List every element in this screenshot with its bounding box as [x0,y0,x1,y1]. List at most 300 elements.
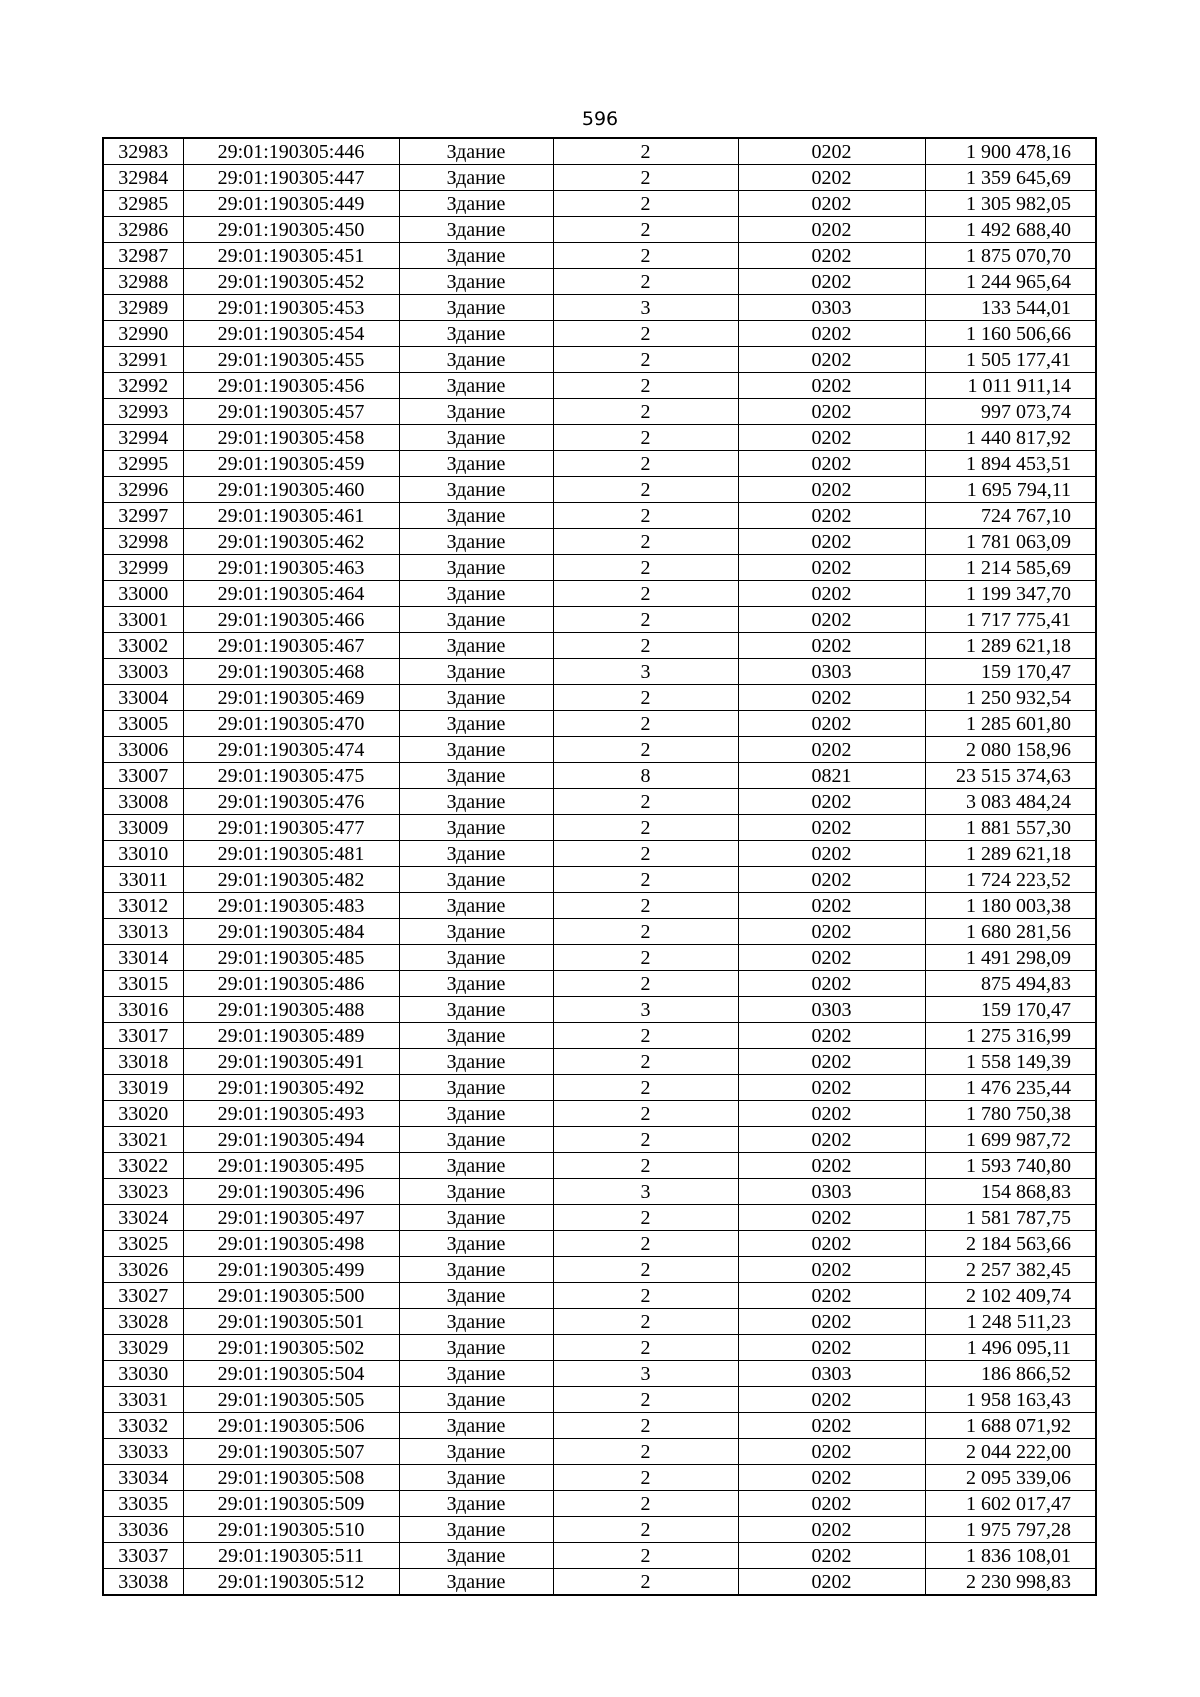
group-cell: 2 [553,555,738,581]
object-type-cell: Здание [399,477,553,503]
table-row [103,1179,1096,1205]
cadastral-value-cell: 1 781 063,09 [925,529,1096,555]
cadastral-value-cell: 1 875 070,70 [925,243,1096,269]
group-cell: 3 [553,997,738,1023]
cadastral-number-cell: 29:01:190305:489 [183,1023,399,1049]
object-type-cell: Здание [399,1309,553,1335]
cadastral-value-cell: 1 285 601,80 [925,711,1096,737]
row-number-cell: 32989 [103,295,183,321]
code-cell: 0202 [738,399,925,425]
group-cell: 2 [553,1127,738,1153]
cadastral-value-cell: 1 593 740,80 [925,1153,1096,1179]
cadastral-value-cell: 154 868,83 [925,1179,1096,1205]
row-number-cell: 33005 [103,711,183,737]
object-type-cell: Здание [399,321,553,347]
group-cell: 2 [553,1257,738,1283]
row-number-cell: 32992 [103,373,183,399]
table-row [103,425,1096,451]
table-row [103,1231,1096,1257]
cadastral-value-cell: 1 476 235,44 [925,1075,1096,1101]
table-row [103,1023,1096,1049]
table-row [103,893,1096,919]
code-cell: 0202 [738,347,925,373]
group-cell: 2 [553,1075,738,1101]
cadastral-number-cell: 29:01:190305:512 [183,1569,399,1596]
table-row [103,321,1096,347]
cadastral-value-cell: 1 359 645,69 [925,165,1096,191]
object-type-cell: Здание [399,1205,553,1231]
table-row [103,503,1096,529]
object-type-cell: Здание [399,919,553,945]
code-cell: 0202 [738,893,925,919]
object-type-cell: Здание [399,1153,553,1179]
code-cell: 0202 [738,217,925,243]
group-cell: 2 [553,711,738,737]
code-cell: 0202 [738,138,925,165]
row-number-cell: 33024 [103,1205,183,1231]
row-number-cell: 33002 [103,633,183,659]
group-cell: 2 [553,815,738,841]
code-cell: 0303 [738,295,925,321]
table-row [103,945,1096,971]
object-type-cell: Здание [399,841,553,867]
table-row [103,1309,1096,1335]
table-row [103,867,1096,893]
row-number-cell: 33038 [103,1569,183,1596]
row-number-cell: 32997 [103,503,183,529]
row-number-cell: 32996 [103,477,183,503]
table-row [103,789,1096,815]
cadastral-value-cell: 1 275 316,99 [925,1023,1096,1049]
group-cell: 2 [553,1335,738,1361]
cadastral-number-cell: 29:01:190305:507 [183,1439,399,1465]
cadastral-number-cell: 29:01:190305:493 [183,1101,399,1127]
object-type-cell: Здание [399,1179,553,1205]
object-type-cell: Здание [399,1413,553,1439]
code-cell: 0303 [738,997,925,1023]
cadastral-number-cell: 29:01:190305:476 [183,789,399,815]
table-row [103,1543,1096,1569]
code-cell: 0202 [738,1569,925,1596]
cadastral-number-cell: 29:01:190305:446 [183,138,399,165]
table-row [103,347,1096,373]
object-type-cell: Здание [399,867,553,893]
object-type-cell: Здание [399,425,553,451]
code-cell: 0202 [738,1439,925,1465]
group-cell: 3 [553,295,738,321]
table-row [103,711,1096,737]
row-number-cell: 32995 [103,451,183,477]
row-number-cell: 33017 [103,1023,183,1049]
code-cell: 0202 [738,555,925,581]
table-row [103,399,1096,425]
cadastral-number-cell: 29:01:190305:460 [183,477,399,503]
cadastral-value-cell: 1 160 506,66 [925,321,1096,347]
table-row [103,1049,1096,1075]
group-cell: 2 [553,581,738,607]
table-row [103,373,1096,399]
group-cell: 2 [553,347,738,373]
table-row [103,477,1096,503]
code-cell: 0202 [738,1127,925,1153]
code-cell: 0202 [738,711,925,737]
group-cell: 2 [553,399,738,425]
group-cell: 2 [553,165,738,191]
row-number-cell: 33027 [103,1283,183,1309]
row-number-cell: 33033 [103,1439,183,1465]
group-cell: 2 [553,217,738,243]
row-number-cell: 33015 [103,971,183,997]
object-type-cell: Здание [399,893,553,919]
table-row [103,1361,1096,1387]
table-row [103,763,1096,789]
cadastral-number-cell: 29:01:190305:461 [183,503,399,529]
code-cell: 0303 [738,1179,925,1205]
table-row [103,1517,1096,1543]
cadastral-number-cell: 29:01:190305:456 [183,373,399,399]
cadastral-value-cell: 1 496 095,11 [925,1335,1096,1361]
object-type-cell: Здание [399,737,553,763]
cadastral-number-cell: 29:01:190305:509 [183,1491,399,1517]
row-number-cell: 33004 [103,685,183,711]
code-cell: 0821 [738,763,925,789]
object-type-cell: Здание [399,711,553,737]
code-cell: 0202 [738,789,925,815]
row-number-cell: 33030 [103,1361,183,1387]
row-number-cell: 32983 [103,138,183,165]
table-row [103,1075,1096,1101]
cadastral-value-cell: 997 073,74 [925,399,1096,425]
row-number-cell: 33012 [103,893,183,919]
cadastral-number-cell: 29:01:190305:466 [183,607,399,633]
group-cell: 2 [553,191,738,217]
group-cell: 3 [553,659,738,685]
group-cell: 2 [553,1153,738,1179]
group-cell: 2 [553,1413,738,1439]
cadastral-value-cell: 133 544,01 [925,295,1096,321]
row-number-cell: 33025 [103,1231,183,1257]
group-cell: 2 [553,503,738,529]
object-type-cell: Здание [399,1387,553,1413]
table-row [103,451,1096,477]
code-cell: 0202 [738,1465,925,1491]
cadastral-number-cell: 29:01:190305:447 [183,165,399,191]
cadastral-number-cell: 29:01:190305:504 [183,1361,399,1387]
group-cell: 2 [553,1231,738,1257]
cadastral-value-cell: 159 170,47 [925,659,1096,685]
group-cell: 2 [553,945,738,971]
row-number-cell: 33003 [103,659,183,685]
object-type-cell: Здание [399,971,553,997]
cadastral-value-cell: 159 170,47 [925,997,1096,1023]
object-type-cell: Здание [399,581,553,607]
cadastral-number-cell: 29:01:190305:499 [183,1257,399,1283]
cadastral-value-cell: 2 257 382,45 [925,1257,1096,1283]
cadastral-value-cell: 1 244 965,64 [925,269,1096,295]
table-row [103,1465,1096,1491]
code-cell: 0202 [738,1309,925,1335]
cadastral-value-cell: 1 975 797,28 [925,1517,1096,1543]
row-number-cell: 33035 [103,1491,183,1517]
row-number-cell: 33008 [103,789,183,815]
group-cell: 3 [553,1179,738,1205]
table-row [103,1127,1096,1153]
cadastral-number-cell: 29:01:190305:488 [183,997,399,1023]
table-row [103,1387,1096,1413]
cadastral-value-cell: 1 214 585,69 [925,555,1096,581]
code-cell: 0202 [738,841,925,867]
table-row [103,217,1096,243]
object-type-cell: Здание [399,295,553,321]
table-row [103,269,1096,295]
object-type-cell: Здание [399,1543,553,1569]
row-number-cell: 33021 [103,1127,183,1153]
group-cell: 8 [553,763,738,789]
cadastral-value-cell: 1 491 298,09 [925,945,1096,971]
code-cell: 0202 [738,685,925,711]
group-cell: 2 [553,685,738,711]
object-type-cell: Здание [399,789,553,815]
cadastral-number-cell: 29:01:190305:494 [183,1127,399,1153]
row-number-cell: 33020 [103,1101,183,1127]
table-row [103,581,1096,607]
object-type-cell: Здание [399,1335,553,1361]
table-row [103,555,1096,581]
cadastral-number-cell: 29:01:190305:505 [183,1387,399,1413]
object-type-cell: Здание [399,685,553,711]
object-type-cell: Здание [399,1361,553,1387]
code-cell: 0202 [738,607,925,633]
group-cell: 2 [553,1569,738,1596]
cadastral-value-cell: 2 102 409,74 [925,1283,1096,1309]
cadastral-value-cell: 2 230 998,83 [925,1569,1096,1596]
page-number: 596 [581,108,619,130]
row-number-cell: 33013 [103,919,183,945]
cadastral-number-cell: 29:01:190305:458 [183,425,399,451]
group-cell: 2 [553,1309,738,1335]
cadastral-number-cell: 29:01:190305:496 [183,1179,399,1205]
group-cell: 2 [553,971,738,997]
cadastral-number-cell: 29:01:190305:500 [183,1283,399,1309]
row-number-cell: 32994 [103,425,183,451]
table-row [103,1153,1096,1179]
row-number-cell: 32990 [103,321,183,347]
object-type-cell: Здание [399,555,553,581]
cadastral-value-cell: 1 250 932,54 [925,685,1096,711]
cadastral-value-cell: 2 095 339,06 [925,1465,1096,1491]
object-type-cell: Здание [399,165,553,191]
code-cell: 0202 [738,633,925,659]
group-cell: 2 [553,1023,738,1049]
code-cell: 0202 [738,1517,925,1543]
object-type-cell: Здание [399,1465,553,1491]
cadastral-value-cell: 186 866,52 [925,1361,1096,1387]
cadastral-number-cell: 29:01:190305:474 [183,737,399,763]
cadastral-value-cell: 1 881 557,30 [925,815,1096,841]
code-cell: 0202 [738,867,925,893]
code-cell: 0202 [738,1335,925,1361]
table-row [103,295,1096,321]
row-number-cell: 33016 [103,997,183,1023]
cadastral-value-cell: 1 836 108,01 [925,1543,1096,1569]
object-type-cell: Здание [399,451,553,477]
row-number-cell: 32993 [103,399,183,425]
row-number-cell: 32987 [103,243,183,269]
cadastral-number-cell: 29:01:190305:462 [183,529,399,555]
code-cell: 0202 [738,477,925,503]
cadastral-value-cell: 2 044 222,00 [925,1439,1096,1465]
cadastral-number-cell: 29:01:190305:467 [183,633,399,659]
code-cell: 0202 [738,243,925,269]
cadastral-value-cell: 1 558 149,39 [925,1049,1096,1075]
code-cell: 0202 [738,1387,925,1413]
cadastral-value-cell: 1 289 621,18 [925,633,1096,659]
group-cell: 2 [553,373,738,399]
cadastral-value-cell: 875 494,83 [925,971,1096,997]
group-cell: 3 [553,1361,738,1387]
cadastral-value-cell: 1 305 982,05 [925,191,1096,217]
group-cell: 2 [553,607,738,633]
row-number-cell: 33023 [103,1179,183,1205]
object-type-cell: Здание [399,633,553,659]
group-cell: 2 [553,138,738,165]
cadastral-number-cell: 29:01:190305:463 [183,555,399,581]
object-type-cell: Здание [399,503,553,529]
row-number-cell: 33007 [103,763,183,789]
table-row [103,919,1096,945]
cadastral-number-cell: 29:01:190305:484 [183,919,399,945]
code-cell: 0202 [738,1023,925,1049]
group-cell: 2 [553,477,738,503]
row-number-cell: 32999 [103,555,183,581]
registry-table [102,137,1097,1596]
code-cell: 0202 [738,1205,925,1231]
object-type-cell: Здание [399,1127,553,1153]
group-cell: 2 [553,243,738,269]
cadastral-number-cell: 29:01:190305:469 [183,685,399,711]
cadastral-number-cell: 29:01:190305:453 [183,295,399,321]
table-row [103,633,1096,659]
table-row [103,1101,1096,1127]
cadastral-value-cell: 1 581 787,75 [925,1205,1096,1231]
cadastral-number-cell: 29:01:190305:483 [183,893,399,919]
object-type-cell: Здание [399,1491,553,1517]
group-cell: 2 [553,737,738,763]
cadastral-number-cell: 29:01:190305:492 [183,1075,399,1101]
row-number-cell: 33000 [103,581,183,607]
cadastral-value-cell: 1 900 478,16 [925,138,1096,165]
table-row [103,191,1096,217]
cadastral-value-cell: 1 602 017,47 [925,1491,1096,1517]
object-type-cell: Здание [399,243,553,269]
row-number-cell: 33014 [103,945,183,971]
code-cell: 0202 [738,373,925,399]
code-cell: 0202 [738,815,925,841]
table-row [103,841,1096,867]
row-number-cell: 33031 [103,1387,183,1413]
code-cell: 0202 [738,1049,925,1075]
group-cell: 2 [553,1283,738,1309]
code-cell: 0202 [738,1153,925,1179]
cadastral-value-cell: 1 492 688,40 [925,217,1096,243]
group-cell: 2 [553,1543,738,1569]
group-cell: 2 [553,1517,738,1543]
object-type-cell: Здание [399,269,553,295]
cadastral-number-cell: 29:01:190305:497 [183,1205,399,1231]
cadastral-value-cell: 1 688 071,92 [925,1413,1096,1439]
table-row [103,997,1096,1023]
cadastral-number-cell: 29:01:190305:468 [183,659,399,685]
row-number-cell: 33022 [103,1153,183,1179]
object-type-cell: Здание [399,815,553,841]
group-cell: 2 [553,1101,738,1127]
cadastral-value-cell: 1 011 911,14 [925,373,1096,399]
group-cell: 2 [553,1387,738,1413]
group-cell: 2 [553,451,738,477]
object-type-cell: Здание [399,1231,553,1257]
code-cell: 0303 [738,659,925,685]
cadastral-number-cell: 29:01:190305:450 [183,217,399,243]
cadastral-number-cell: 29:01:190305:459 [183,451,399,477]
cadastral-value-cell: 2 080 158,96 [925,737,1096,763]
cadastral-value-cell: 1 180 003,38 [925,893,1096,919]
code-cell: 0202 [738,581,925,607]
row-number-cell: 33001 [103,607,183,633]
row-number-cell: 33018 [103,1049,183,1075]
registry-table-body [103,138,1096,1595]
table-row [103,1335,1096,1361]
cadastral-value-cell: 1 440 817,92 [925,425,1096,451]
table-row [103,1413,1096,1439]
object-type-cell: Здание [399,217,553,243]
row-number-cell: 33036 [103,1517,183,1543]
cadastral-value-cell: 23 515 374,63 [925,763,1096,789]
table-row [103,529,1096,555]
table-row [103,971,1096,997]
table-row [103,138,1096,165]
group-cell: 2 [553,841,738,867]
cadastral-number-cell: 29:01:190305:454 [183,321,399,347]
row-number-cell: 33032 [103,1413,183,1439]
code-cell: 0202 [738,191,925,217]
group-cell: 2 [553,633,738,659]
table-row [103,815,1096,841]
object-type-cell: Здание [399,1517,553,1543]
object-type-cell: Здание [399,138,553,165]
cadastral-value-cell: 3 083 484,24 [925,789,1096,815]
object-type-cell: Здание [399,763,553,789]
code-cell: 0202 [738,165,925,191]
row-number-cell: 33010 [103,841,183,867]
cadastral-number-cell: 29:01:190305:481 [183,841,399,867]
object-type-cell: Здание [399,1101,553,1127]
row-number-cell: 33028 [103,1309,183,1335]
group-cell: 2 [553,1049,738,1075]
code-cell: 0202 [738,503,925,529]
code-cell: 0202 [738,321,925,347]
cadastral-number-cell: 29:01:190305:508 [183,1465,399,1491]
object-type-cell: Здание [399,399,553,425]
row-number-cell: 32986 [103,217,183,243]
object-type-cell: Здание [399,607,553,633]
cadastral-value-cell: 1 695 794,11 [925,477,1096,503]
cadastral-value-cell: 1 958 163,43 [925,1387,1096,1413]
cadastral-value-cell: 1 505 177,41 [925,347,1096,373]
table-row [103,607,1096,633]
cadastral-number-cell: 29:01:190305:502 [183,1335,399,1361]
cadastral-value-cell: 1 717 775,41 [925,607,1096,633]
code-cell: 0202 [738,1257,925,1283]
